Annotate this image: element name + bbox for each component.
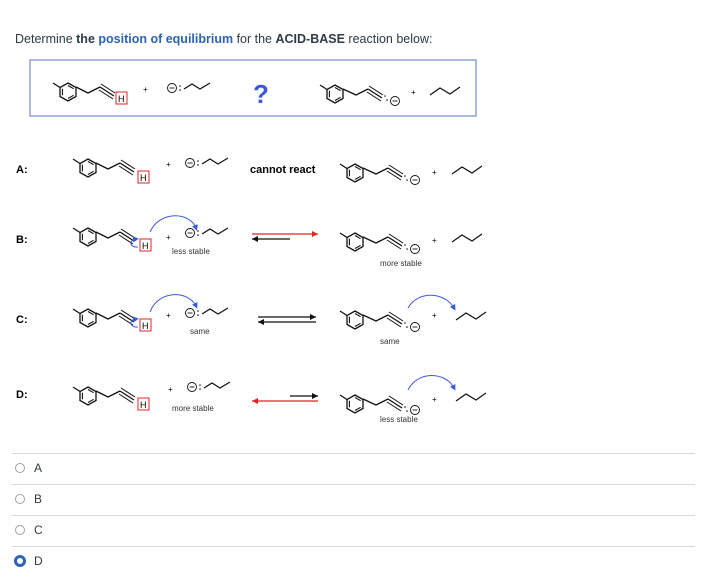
header-alkyne-molecule	[53, 83, 127, 104]
row-b-right-note: more stable	[380, 259, 422, 268]
row-d-right-note: less stable	[380, 415, 418, 424]
row-d-right	[340, 376, 486, 425]
row-d-letter: D:	[16, 389, 28, 401]
option-d-radio-selected[interactable]	[14, 555, 26, 567]
row-d-left	[73, 382, 230, 413]
option-c-label: C	[34, 523, 43, 537]
question-prefix: Determine	[15, 32, 77, 46]
option-b-radio[interactable]	[15, 494, 25, 504]
option-b-label: B	[34, 492, 43, 506]
svg-text:+: +	[432, 311, 437, 320]
row-c-h-label: H	[142, 321, 149, 331]
row-a-left	[73, 158, 228, 183]
option-a-radio[interactable]	[15, 463, 25, 473]
row-a-middle-text: cannot react	[250, 164, 316, 176]
row-b-h-label: H	[142, 241, 149, 251]
option-d[interactable]	[12, 546, 695, 575]
row-a-h-label: H	[140, 173, 147, 183]
row-b-equilibrium-arrows	[252, 231, 318, 242]
option-d-label: D	[34, 554, 43, 568]
question-middle: for the	[233, 32, 276, 46]
row-a-letter: A:	[16, 164, 28, 176]
question-acid-base: ACID-BASE	[275, 32, 345, 46]
row-b-left	[73, 216, 228, 256]
row-c-equilibrium-arrows	[258, 314, 316, 325]
question-suffix: reaction below:	[344, 32, 433, 46]
row-b-letter: B:	[16, 234, 28, 246]
row-d-h-label: H	[140, 400, 147, 410]
row-a-right	[340, 164, 482, 185]
svg-text:+: +	[143, 85, 148, 94]
svg-text:+: +	[166, 160, 171, 169]
option-a[interactable]	[12, 453, 695, 482]
row-d-left-note: more stable	[172, 404, 214, 413]
row-c-left-note: same	[190, 327, 210, 336]
svg-text:+: +	[166, 233, 171, 242]
svg-text:+: +	[411, 88, 416, 97]
question-mark: ?	[253, 79, 269, 109]
option-a-label: A	[34, 461, 43, 475]
row-b-right	[340, 233, 482, 268]
row-b-left-note: less stable	[172, 247, 210, 256]
row-c-right	[340, 295, 486, 346]
header-base	[168, 83, 211, 93]
question-the: the	[76, 32, 99, 46]
svg-text:+: +	[432, 168, 437, 177]
option-b[interactable]	[12, 484, 695, 513]
option-c-radio[interactable]	[15, 525, 25, 535]
row-c-letter: C:	[16, 314, 28, 326]
option-c[interactable]	[12, 515, 695, 544]
svg-text:+: +	[168, 385, 173, 394]
svg-text:+: +	[432, 395, 437, 404]
row-c-left	[73, 295, 228, 336]
svg-text:+: +	[166, 311, 171, 320]
svg-text:+: +	[432, 236, 437, 245]
row-d-equilibrium-arrows	[252, 393, 318, 404]
row-c-right-note: same	[380, 337, 400, 346]
question-emphasis: position of equilibrium	[98, 32, 234, 46]
header-h-label: H	[118, 94, 125, 104]
header-acetylide	[320, 85, 400, 106]
